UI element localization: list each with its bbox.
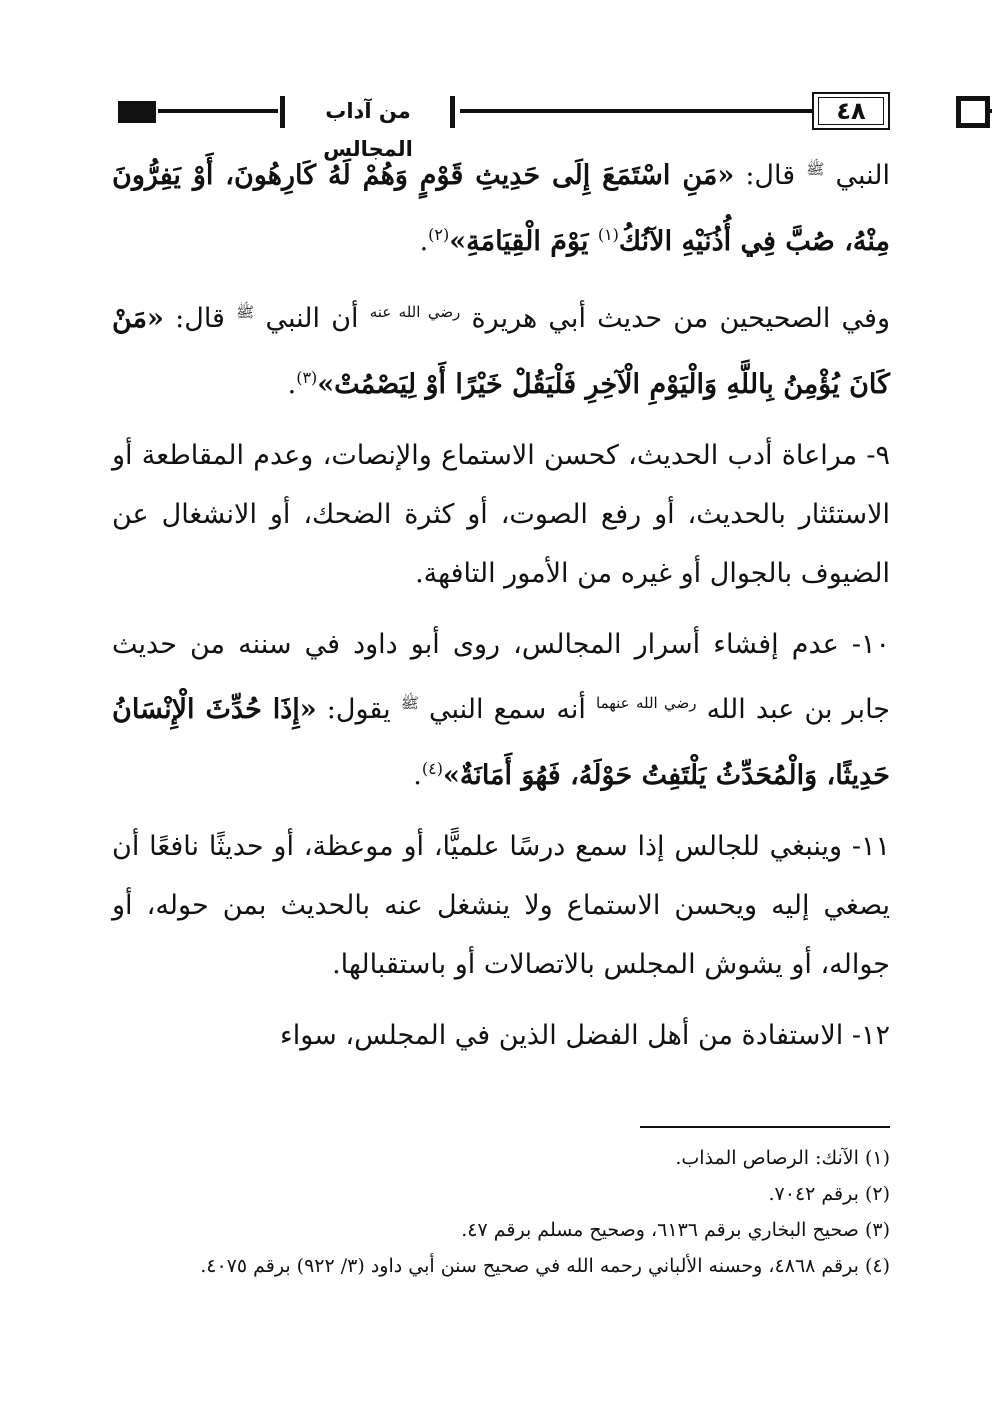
header-ornament-block [118,101,156,123]
body-text [112,140,890,1065]
page-header [112,88,892,161]
page-number: ٤٨ [836,97,866,125]
text-run: أن النبي [254,303,370,334]
paragraph [112,283,890,414]
text-run: . [419,226,429,257]
footnote-ref: (٢) [428,225,450,244]
hadith-quote: «مَنِ اسْتَمَعَ إِلَى حَدِيثِ قَوْمٍ وَهُمْ لَهُ كَارِهُونَ، أَوْ يَفِرُّونَ مِنْهُ، صُبَّ فِي أُذُنَيْهِ الآنُكُ [112,160,890,257]
honorific: ﷺ [236,303,255,321]
text-run: ٩- مراعاة أدب الحديث، كحسن الاستماع والإنصات، وعدم المقاطعة أو الاستئثار بالحديث، أو رفع الصوت، أو كثرة الضحك، أو الانشغال عن الضيوف بالجوال أو غيره من الأمور التافهة. [112,440,890,589]
hadith-quote: يَوْمَ الْقِيَامَةِ» [449,226,598,257]
text-run: ١٢- الاستفادة من أهل الفضل الذين في المجلس، سواء [280,1020,890,1051]
header-divider-bar [280,96,285,128]
hadith-quote: «مَنْ كَانَ يُؤْمِنُ بِاللَّهِ وَالْيَوْمِ الْآخِرِ فَلْيَقُلْ خَيْرًا أَوْ لِيَصْمُتْ» [112,303,890,400]
honorific: رضي الله عنهما [596,694,697,712]
footnote-ref: (٣) [296,368,318,387]
header-ornament-square [956,96,990,128]
footnote: (٢) برقم ٧٠٤٢. [768,1183,890,1205]
footnote-separator [640,1126,890,1128]
paragraph [112,615,890,805]
text-run: . [287,369,297,400]
page-number-frame [812,92,890,130]
text-run: قال: [734,160,807,191]
footnote: (٣) صحيح البخاري برقم ٦١٣٦، وصحيح مسلم برقم ٤٧. [461,1219,890,1241]
footnote: (٤) برقم ٤٨٦٨، وحسنه الألباني رحمه الله في صحيح سنن أبي داود (٣/ ٩٢٢) برقم ٤٠٧٥. [200,1255,890,1277]
header-divider-bar [450,96,455,128]
paragraph [112,140,890,271]
header-rule-left [158,109,278,113]
honorific: ﷺ [806,160,825,178]
text-run: . [413,760,422,791]
footnote: (١) الآنك: الرصاص المذاب. [675,1147,890,1169]
text-run: أنه سمع النبي [418,694,596,725]
honorific: ﷺ [400,694,419,712]
running-title: من آداب المجالس [323,99,413,161]
honorific: رضي الله عنه [369,303,461,321]
text-run: قال: [163,303,237,334]
paragraph [112,1006,890,1065]
paragraph [112,817,890,994]
text-run: ١٠- عدم إفشاء أسرار المجالس، روى أبو داود في سننه من حديث جابر بن عبد الله [112,629,890,725]
footnote-ref: (١) [597,225,619,244]
text-run: وفي الصحيحين من حديث أبي هريرة [460,303,890,334]
hadith-quote: «إِذَا حُدِّثَ الْإِنْسَانُ حَدِيثًا، وَالْمُحَدِّثُ يَلْتَفِتُ حَوْلَهُ، فَهُوَ أَمَانَةٌ» [112,694,890,791]
header-rule-middle [460,109,812,113]
footnotes [112,1140,890,1284]
text-run: يقول: [316,694,401,725]
footnote-ref: (٤) [421,759,443,778]
text-run: النبي [824,160,890,191]
paragraph [112,426,890,603]
text-run: ١١- وينبغي للجالس إذا سمع درسًا علميًّا، أو موعظة، أو حديثًا نافعًا أن يصغي إليه ويحسن الاستماع ولا ينشغل عنه بالحديث بمن حوله، أو جواله، أو يشوش المجلس بالاتصالات أو باستقبالها. [112,831,890,980]
